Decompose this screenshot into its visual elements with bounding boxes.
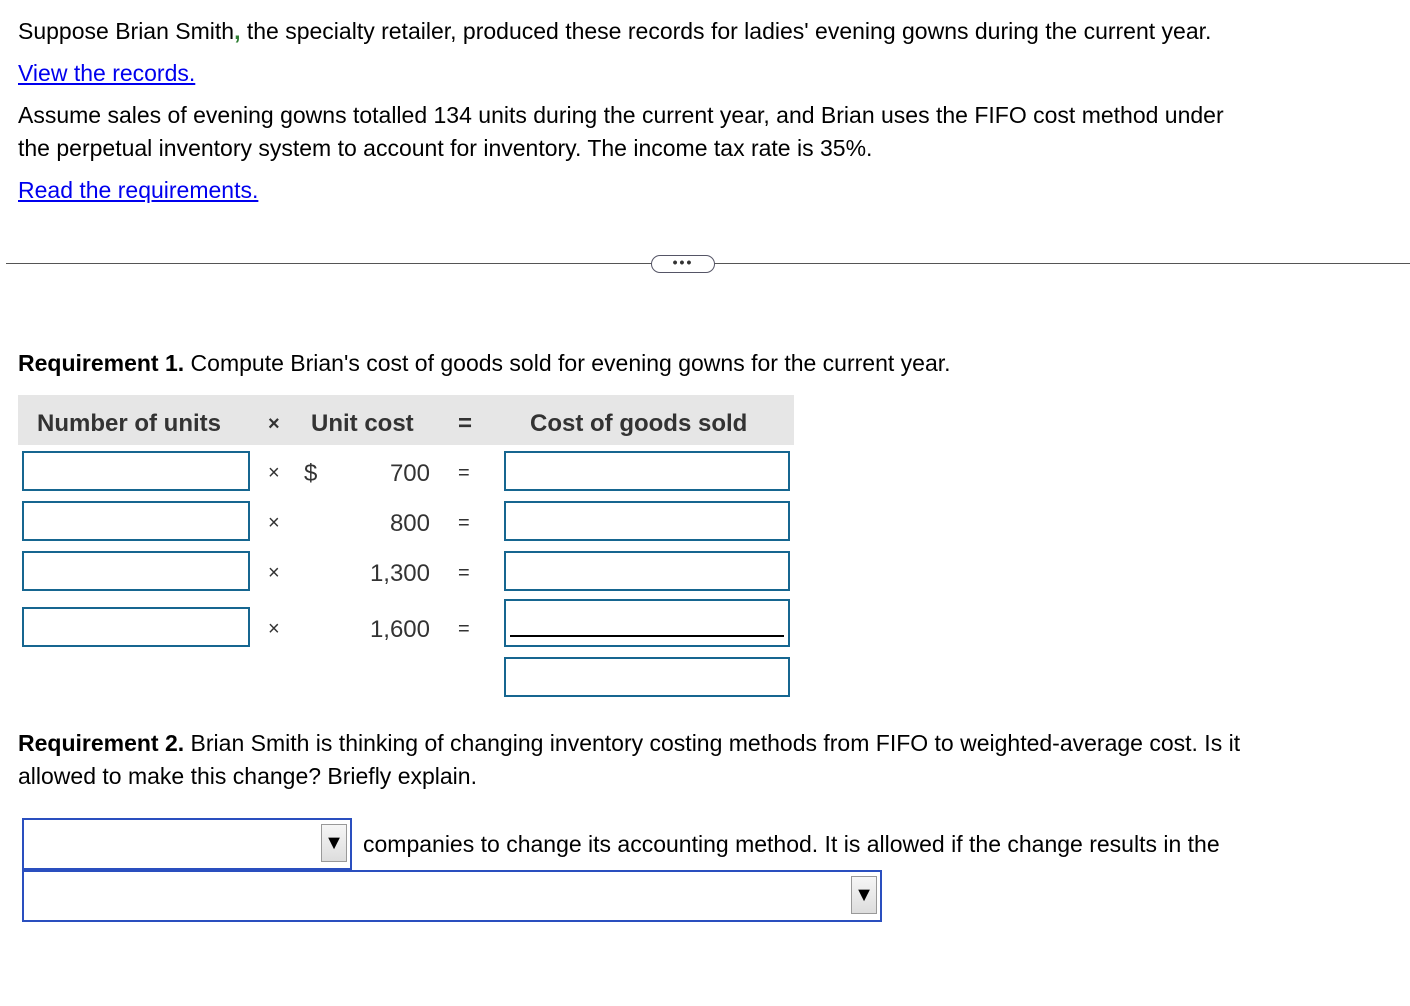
requirement-2-text-2: allowed to make this change? Briefly explain. [18,763,477,789]
intro-text: Suppose Brian Smith [18,18,235,44]
units-input-3[interactable] [22,551,250,591]
units-input-2[interactable] [22,501,250,541]
cogs-input-1[interactable] [504,451,790,491]
header-cogs: Cost of goods sold [530,410,748,437]
explanation-text: companies to change its accounting method. It is allowed if the change results in the [363,831,1220,857]
assumption-line-1: Assume sales of evening gowns totalled 134 units during the current year, and Brian uses the FIFO cost method under [18,102,1224,128]
header-units: Number of units [37,410,221,437]
expand-button[interactable]: ••• [651,255,715,273]
requirement-2-text: Brian Smith is thinking of changing inventory costing methods from FIFO to weighted-average cost. Is it [184,730,1241,756]
units-input-1[interactable] [22,451,250,491]
times-sign: × [268,512,280,534]
requirement-1-text: Compute Brian's cost of goods sold for evening gowns for the current year. [184,350,951,376]
unit-cost-2: 800 [389,510,430,537]
equals-sign: = [458,618,470,640]
header-equals: = [458,410,473,437]
times-sign: × [268,562,280,584]
unit-cost-1: 700 [389,460,430,487]
times-sign: × [268,618,280,640]
dropdown-arrow-icon[interactable]: ▼ [321,824,347,862]
view-records-link[interactable]: View the records. [18,60,196,86]
unit-cost-4: 1,600 [369,616,430,643]
times-sign: × [268,462,280,484]
underline [510,635,784,637]
equals-sign: = [458,512,470,534]
unit-cost-3: 1,300 [369,560,430,587]
intro-text-rest: the specialty retailer, produced these records for ladies' evening gowns during the current year. [240,18,1212,44]
requirement-2-heading [18,727,1240,760]
intro-comma: , [234,18,241,44]
reason-select[interactable] [22,870,882,922]
requirement-1-heading [18,347,951,380]
currency-sign: $ [304,460,318,487]
requirement-2-label: Requirement 2. [18,730,185,756]
assumption-line-2: the perpetual inventory system to account for inventory. The income tax rate is 35%. [18,135,873,161]
cogs-input-3[interactable] [504,551,790,591]
header-unit-cost: Unit cost [311,410,414,437]
cogs-input-4[interactable] [504,599,790,647]
equals-sign: = [458,462,470,484]
allowance-select[interactable] [22,818,352,870]
cogs-input-2[interactable] [504,501,790,541]
equals-sign: = [458,562,470,584]
read-requirements-link[interactable]: Read the requirements. [18,177,259,203]
dropdown-arrow-icon[interactable]: ▼ [851,876,877,914]
units-input-4[interactable] [22,607,250,647]
header-times: × [268,413,280,435]
intro-paragraph [18,15,1211,48]
requirement-1-label: Requirement 1. [18,350,185,376]
cogs-total-input[interactable] [504,657,790,697]
